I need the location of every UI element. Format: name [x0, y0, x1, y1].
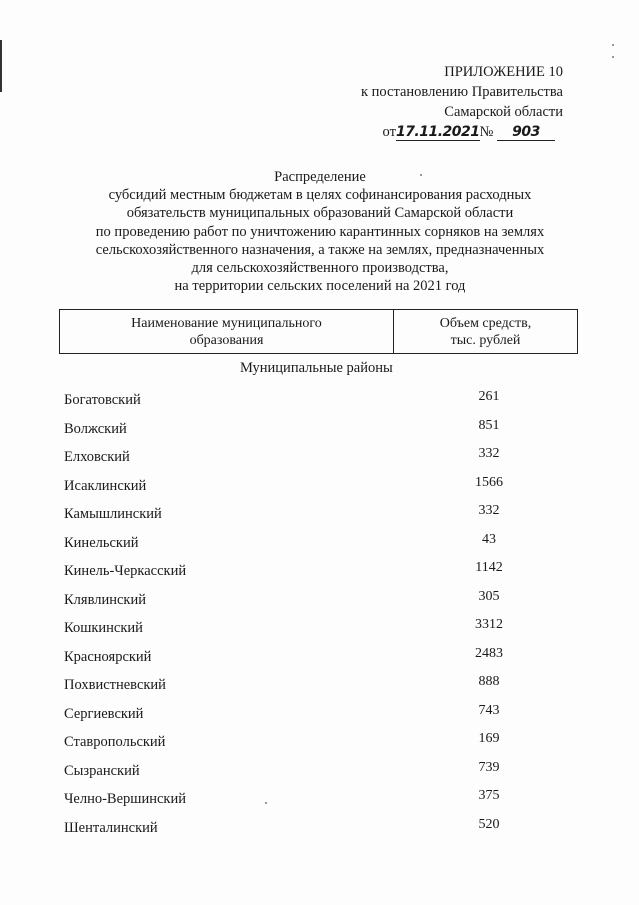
district-amount: 305 — [478, 588, 500, 604]
district-amount: 261 — [478, 389, 500, 404]
district-name: Сызранский — [64, 762, 140, 779]
table-row — [64, 560, 534, 589]
column-header-amount-line-2: тыс. рублей — [450, 332, 521, 348]
number-label: № — [479, 124, 494, 140]
from-label: от — [382, 124, 396, 140]
district-amount: 332 — [478, 446, 500, 461]
heading-line: по проведению работ по уничтожению карантинных сорняков на землях — [95, 223, 545, 240]
district-amount: 739 — [478, 759, 500, 775]
heading-line: обязательств муниципальных образований Самарской области — [126, 205, 514, 222]
table-row — [64, 788, 534, 817]
table-row — [64, 817, 534, 846]
heading-line: на территории сельских поселений на 2021 год — [174, 278, 466, 295]
decree-number: 903 — [497, 124, 555, 141]
district-amount: 169 — [478, 731, 500, 746]
district-name: Красноярский — [64, 648, 152, 665]
district-name: Похвистневский — [64, 677, 166, 693]
district-amount: 2483 — [475, 645, 503, 661]
column-header-name-line-1: Наименование муниципального — [131, 315, 322, 331]
district-name: Сергиевский — [64, 705, 144, 722]
table-row — [64, 475, 534, 504]
table-row — [64, 446, 534, 475]
column-header-name — [60, 310, 394, 353]
district-amount: 851 — [478, 417, 500, 433]
appendix-line-1: к постановлению Правительства — [361, 84, 563, 100]
table-row — [64, 703, 534, 732]
document-heading — [40, 168, 600, 295]
district-amount: 1142 — [475, 560, 503, 575]
district-name: Исаклинский — [64, 477, 147, 494]
district-name: Кинельский — [64, 534, 139, 551]
table-header — [59, 309, 578, 354]
table-row — [64, 646, 534, 675]
district-amount: 743 — [478, 702, 500, 718]
section-title: Муниципальные районы — [240, 360, 393, 376]
scan-edge-mark — [0, 40, 2, 92]
heading-line: Распределение — [274, 169, 366, 185]
table-row — [64, 418, 534, 447]
column-header-amount-line-1: Объем средств, — [439, 315, 532, 331]
table-row — [64, 760, 534, 789]
decree-reference — [361, 122, 555, 142]
district-name: Ставропольский — [64, 734, 166, 750]
heading-line: субсидий местным бюджетам в целях софинансирования расходных — [108, 187, 532, 204]
district-name: Волжский — [64, 420, 127, 437]
district-amount: 332 — [478, 503, 500, 518]
table-row — [64, 532, 534, 561]
table-row — [64, 617, 534, 646]
table-row — [64, 674, 534, 703]
scan-speck — [612, 44, 614, 46]
table-row — [64, 503, 534, 532]
district-name: Елховский — [64, 449, 130, 465]
district-name: Клявлинский — [64, 591, 146, 608]
column-header-amount — [394, 310, 577, 353]
heading-line: для сельскохозяйственного производства, — [191, 260, 449, 277]
table-row — [64, 389, 534, 418]
district-name: Челно-Вершинский — [64, 791, 186, 807]
decree-date: 17.11.2021 — [395, 124, 480, 140]
district-amount: 1566 — [475, 474, 503, 490]
district-name: Кошкинский — [64, 620, 143, 636]
district-amount: 3312 — [475, 617, 503, 632]
district-name: Шенталинский — [64, 819, 158, 836]
district-name: Богатовский — [64, 392, 141, 408]
column-header-name-line-2: образования — [189, 332, 264, 348]
appendix-block — [361, 62, 563, 142]
table-body — [64, 389, 534, 845]
district-amount: 375 — [478, 788, 500, 803]
appendix-line-2: Самарской области — [444, 104, 563, 120]
district-amount: 43 — [482, 531, 496, 547]
table-row — [64, 589, 534, 618]
district-amount: 520 — [478, 816, 500, 832]
scan-speck — [612, 56, 614, 58]
table-row — [64, 731, 534, 760]
heading-line: сельскохозяйственного назначения, а также на землях, предназначенных — [95, 241, 545, 258]
district-amount: 888 — [478, 674, 500, 689]
district-name: Камышлинский — [64, 506, 162, 522]
appendix-title: ПРИЛОЖЕНИЕ 10 — [444, 64, 563, 80]
district-name: Кинель-Черкасский — [64, 563, 187, 579]
